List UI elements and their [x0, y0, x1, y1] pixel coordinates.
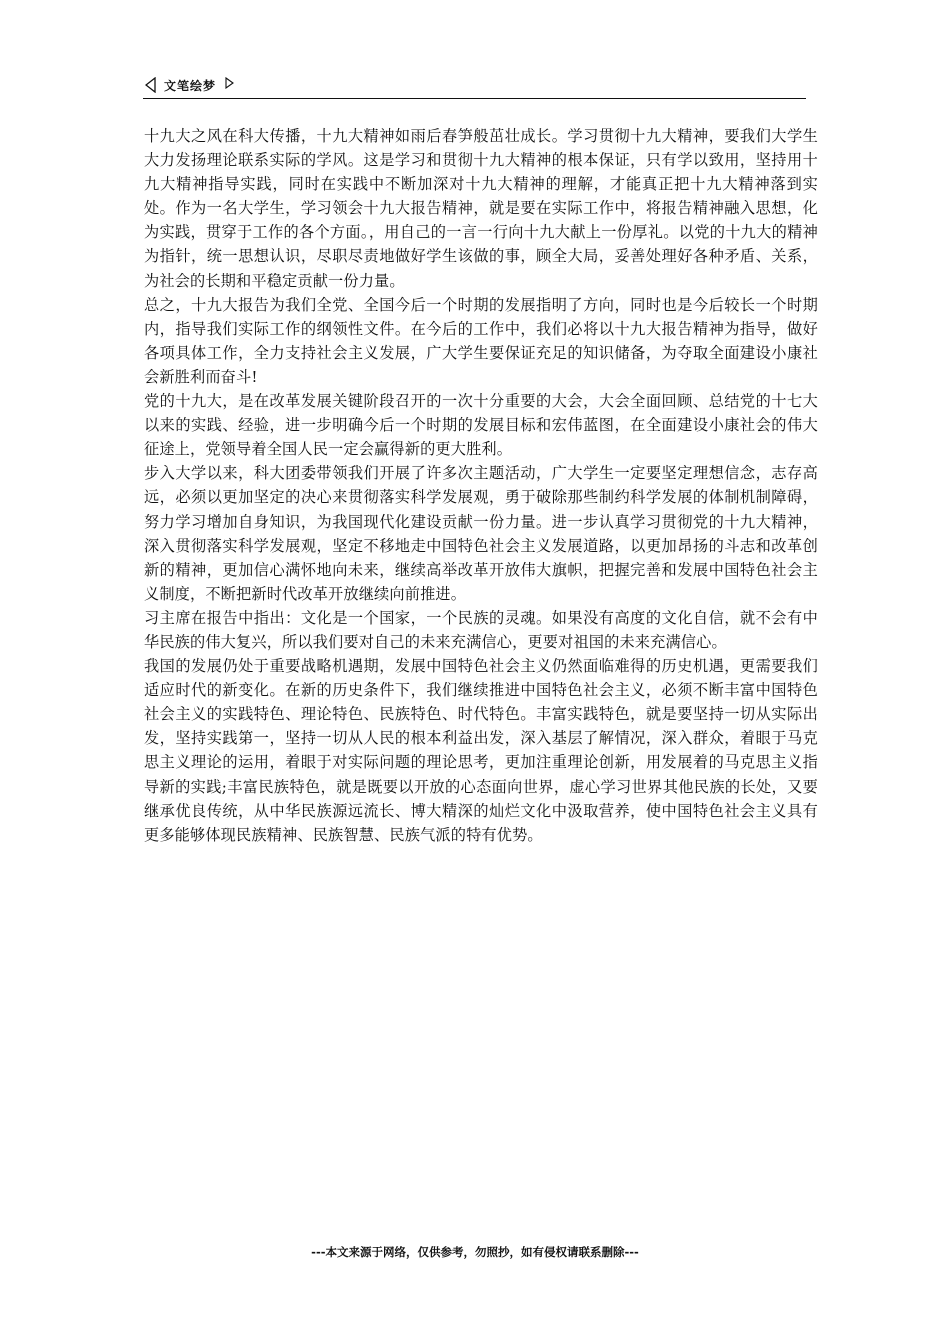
brand-name: 文笔绘梦	[164, 78, 217, 93]
paragraph: 十九大之风在科大传播，十九大精神如雨后春笋般茁壮成长。学习贯彻十九大精神，要我们大学生大力发扬理论联系实际的学风。这是学习和贯彻十九大精神的根本保证，只有学以致用，坚持用十九大精神指导实践，同时在实践中不断加深对十九大精神的理解，才能真正把十九大精神落到实处。作为一名大学生，学习领会十九大报告精神，就是要在实际工作中，将报告精神融入思想，化为实践，贯穿于工作的各个方面。，用自己的一言一行向十九大献上一份厚礼。以党的十九大的精神为指针，统一思想认识，尽职尽责地做好学生该做的事，顾全大局，妥善处理好各种矛盾、关系，为社会的长期和平稳定贡献一份力量。	[144, 127, 818, 290]
footer-notice: ---本文来源于网络，仅供参考，勿照抄，如有侵权请联系删除---	[311, 1245, 639, 1259]
paragraph: 步入大学以来，科大团委带领我们开展了许多次主题活动，广大学生一定要坚定理想信念，志存高远，必须以更加坚定的决心来贯彻落实科学发展观，勇于破除那些制约科学发展的体制机制障碍，努力学习增加自身知识，为我国现代化建设贡献一份力量。进一步认真学习贯彻党的十九大精神，深入贯彻落实科学发展观，坚定不移地走中国特色社会主义发展道路，以更加昂扬的斗志和改革创新的精神，更加信心满怀地向未来，继续高举改革开放伟大旗帜，把握完善和发展中国特色社会主义制度，不断把新时代改革开放继续向前推进。	[144, 464, 818, 603]
brand-logo	[145, 75, 234, 95]
paragraph: 总之，十九大报告为我们全党、全国今后一个时期的发展指明了方向，同时也是今后较长一个时期内，指导我们实际工作的纲领性文件。在今后的工作中，我们必将以十九大报告精神为指导，做好各项具体工作，全力支持社会主义发展，广大学生要保证充足的知识储备，为夺取全面建设小康社会新胜利而奋斗!	[144, 295, 818, 386]
page-header	[143, 70, 806, 99]
paragraph: 习主席在报告中指出：文化是一个国家，一个民族的灵魂。如果没有高度的文化自信，就不会有中华民族的伟大复兴，所以我们要对自己的未来充满信心，更要对祖国的未来充满信心。	[144, 608, 818, 651]
triangle-right-outline-icon	[225, 77, 234, 89]
paragraph: 党的十九大，是在改革发展关键阶段召开的一次十分重要的大会，大会全面回顾、总结党的十七大以来的实践、经验，进一步明确今后一个时期的发展目标和宏伟蓝图，在全面建设小康社会的伟大征途上，党领导着全国人民一定会赢得新的更大胜利。	[144, 392, 818, 459]
article-body	[144, 124, 818, 847]
paragraph: 我国的发展仍处于重要战略机遇期，发展中国特色社会主义仍然面临难得的历史机遇，更需要我们适应时代的新变化。在新的历史条件下，我们继续推进中国特色社会主义，必须不断丰富中国特色社会主义的实践特色、理论特色、民族特色、时代特色。丰富实践特色，就是要坚持一切从实际出发，坚持实践第一，坚持一切从人民的根本利益出发，深入基层了解情况，深入群众，着眼于马克思主义理论的运用，着眼于对实际问题的理论思考，更加注重理论创新，用发展着的马克思主义指导新的实践;丰富民族特色，就是既要以开放的心态面向世界，虚心学习世界其他民族的长处，又要继承优良传统，从中华民族源远流长、博大精深的灿烂文化中汲取营养，使中国特色社会主义具有更多能够体现民族精神、民族智慧、民族气派的特有优势。	[144, 657, 818, 844]
triangle-left-outline-icon	[145, 77, 156, 93]
